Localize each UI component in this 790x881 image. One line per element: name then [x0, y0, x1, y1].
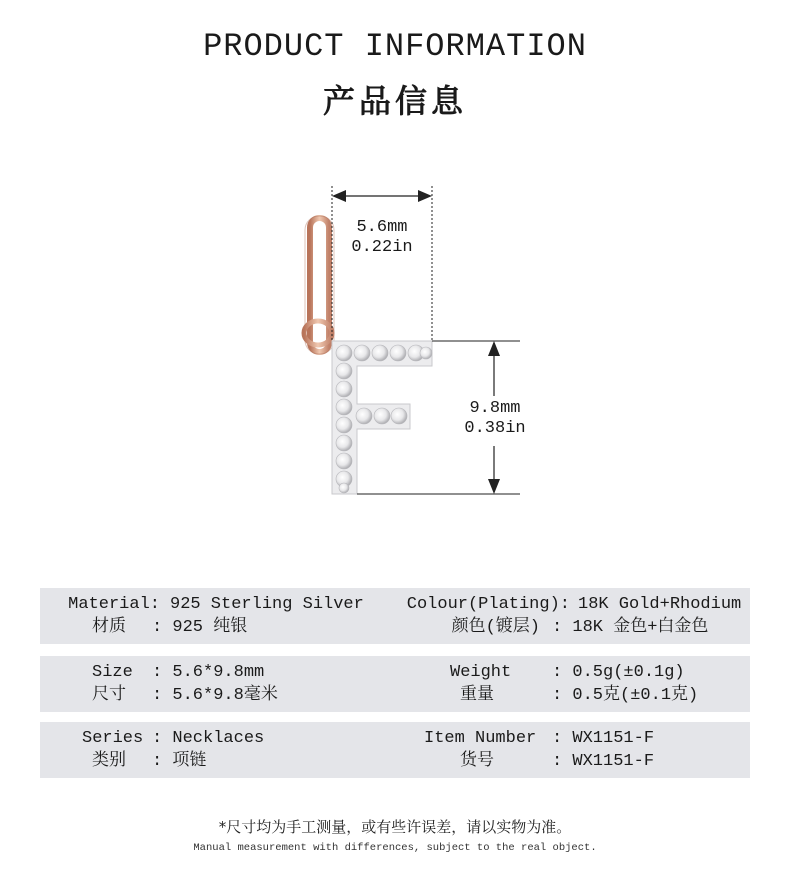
material-value-cn: : 925 纯银	[152, 618, 248, 637]
height-in: 0.38in	[464, 419, 526, 438]
series-value-en: : Necklaces	[152, 729, 265, 748]
colour-value-cn: : 18K 金色+白金色	[552, 618, 709, 637]
series-label-en: Series	[82, 729, 144, 748]
weight-value-en: : 0.5g(±0.1g)	[552, 663, 685, 682]
size-value-cn: : 5.6*9.8毫米	[152, 686, 278, 705]
title-english: PRODUCT INFORMATION	[203, 28, 587, 65]
series-label-cn: 类别	[92, 752, 126, 771]
width-in: 0.22in	[351, 238, 413, 257]
height-label	[452, 399, 538, 439]
title-chinese: 产品信息	[322, 82, 467, 120]
material-value-en: 925 Sterling Silver	[170, 595, 364, 614]
item-number-label-en: Item Number	[424, 729, 537, 748]
size-label-cn: 尺寸	[92, 686, 126, 705]
size-label-en: Size	[92, 663, 133, 682]
material-label-en: Material:	[68, 595, 160, 614]
material-label-cn: 材质	[92, 618, 126, 637]
size-value-en: : 5.6*9.8mm	[152, 663, 265, 682]
info-row-material	[40, 588, 750, 644]
colour-label-cn: 颜色(镀层)	[451, 618, 540, 637]
width-label	[336, 218, 428, 258]
letter-f-pendant	[332, 341, 432, 494]
colour-label-en: Colour(Plating):	[406, 595, 570, 614]
height-mm: 9.8mm	[469, 399, 521, 418]
item-number-value-cn: : WX1151-F	[552, 752, 655, 771]
footer-note-cn: *尺寸均为手工测量，或有些许误差，请以实物为准。	[218, 818, 572, 836]
footer-note-en: Manual measurement with differences, subject to the real object.	[193, 842, 597, 854]
info-row-size	[40, 656, 750, 712]
material-labels	[40, 594, 160, 616]
width-mm: 5.6mm	[356, 218, 408, 237]
item-number-value-en: : WX1151-F	[552, 729, 655, 748]
item-number-label-cn: 货号	[460, 752, 494, 771]
weight-value-cn: : 0.5克(±0.1克)	[552, 686, 699, 705]
width-dimension	[332, 186, 432, 340]
info-row-series	[40, 722, 750, 778]
colour-value-en: 18K Gold+Rhodium	[578, 595, 742, 614]
series-value-cn: : 项链	[152, 752, 207, 771]
weight-label-cn: 重量	[460, 686, 494, 705]
weight-label-en: Weight	[450, 663, 512, 682]
